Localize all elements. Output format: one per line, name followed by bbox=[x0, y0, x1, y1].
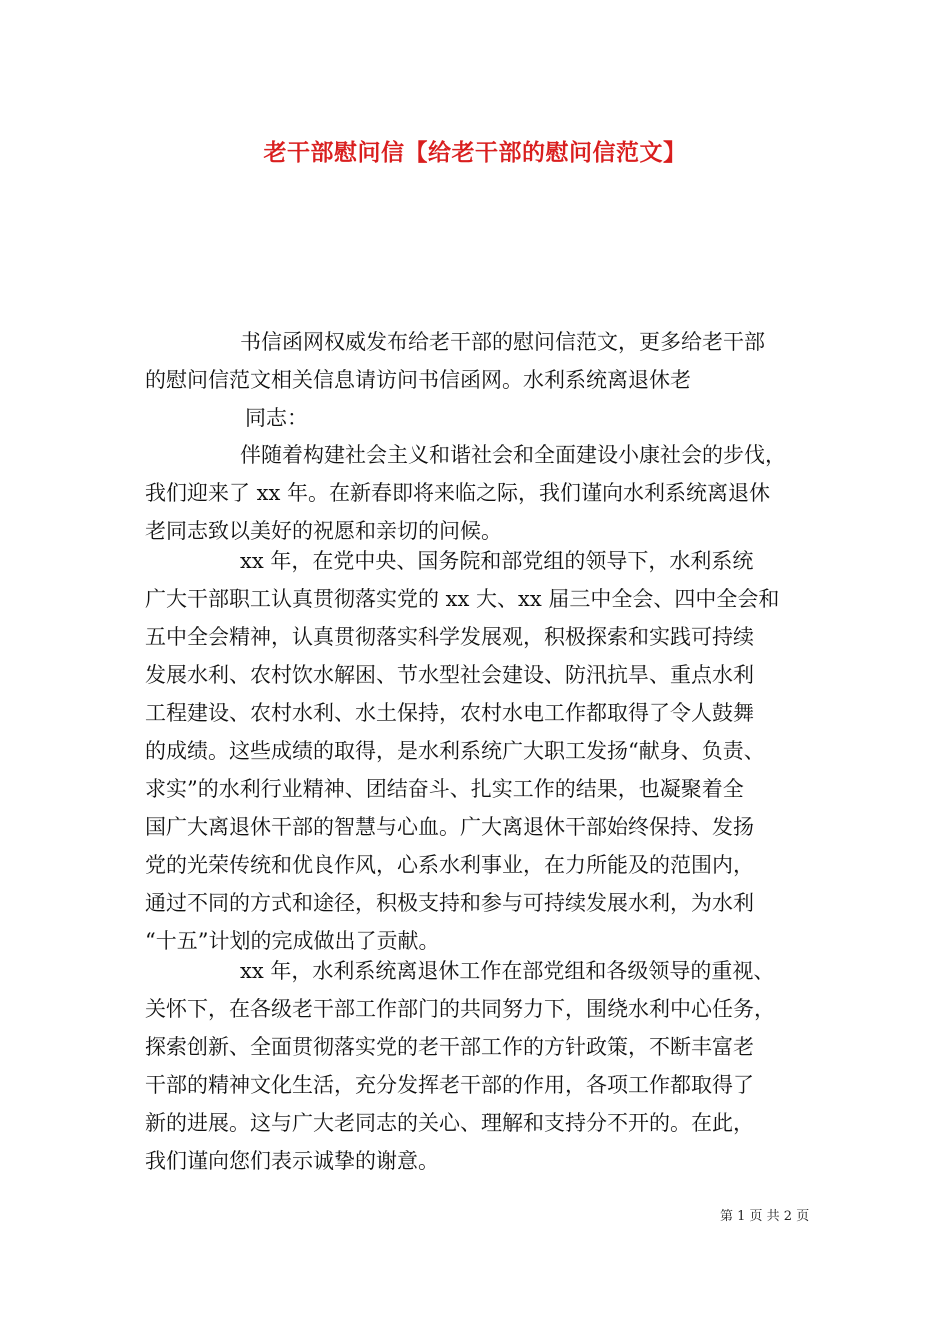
paragraph-line: 国广大离退休干部的智慧与心血。广大离退休干部始终保持、发扬 bbox=[145, 815, 754, 839]
salutation: 同志： bbox=[245, 406, 308, 430]
intro-line: 书信函网权威发布给老干部的慰问信范文，更多给老干部 bbox=[240, 330, 765, 354]
paragraph-line: 的成绩。这些成绩的取得，是水利系统广大职工发扬“献身、负责、 bbox=[145, 739, 765, 763]
paragraph-line: 通过不同的方式和途径，积极支持和参与可持续发展水利，为水利 bbox=[145, 891, 754, 915]
intro-paragraph bbox=[145, 323, 815, 437]
paragraph-line: 老同志致以美好的祝愿和亲切的问候。 bbox=[145, 519, 502, 543]
paragraph-3 bbox=[145, 952, 815, 1180]
paragraph-line: 关怀下，在各级老干部工作部门的共同努力下，围绕水利中心任务， bbox=[145, 997, 775, 1021]
paragraph-line: 伴随着构建社会主义和谐社会和全面建设小康社会的步伐， bbox=[240, 443, 786, 467]
paragraph-line: 新的进展。这与广大老同志的关心、理解和支持分不开的。在此， bbox=[145, 1111, 754, 1135]
paragraph-line: “十五”计划的完成做出了贡献。 bbox=[145, 929, 440, 953]
page-title: 老干部慰问信【给老干部的慰问信范文】 bbox=[263, 139, 687, 166]
paragraph-line: xx 年，在党中央、国务院和部党组的领导下，水利系统 bbox=[240, 549, 754, 573]
paragraph-line: 我们谨向您们表示诚挚的谢意。 bbox=[145, 1149, 439, 1173]
intro-line: 的慰问信范文相关信息请访问书信函网。水利系统离退休老 bbox=[145, 368, 691, 392]
paragraph-line: 干部的精神文化生活，充分发挥老干部的作用，各项工作都取得了 bbox=[145, 1073, 754, 1097]
paragraph-line: 工程建设、农村水利、水土保持，农村水电工作都取得了令人鼓舞 bbox=[145, 701, 754, 725]
paragraph-line: 发展水利、农村饮水解困、节水型社会建设、防汛抗旱、重点水利 bbox=[145, 663, 754, 687]
paragraph-line: xx 年，水利系统离退休工作在部党组和各级领导的重视、 bbox=[240, 959, 775, 983]
paragraph-1 bbox=[145, 436, 815, 550]
paragraph-line: 探索创新、全面贯彻落实党的老干部工作的方针政策，不断丰富老 bbox=[145, 1035, 754, 1059]
paragraph-line: 五中全会精神，认真贯彻落实科学发展观，积极探索和实践可持续 bbox=[145, 625, 754, 649]
paragraph-line: 广大干部职工认真贯彻落实党的 xx 大、xx 届三中全会、四中全会和 bbox=[145, 587, 780, 611]
paragraph-2 bbox=[145, 542, 815, 960]
paragraph-line: 我们迎来了 xx 年。在新春即将来临之际，我们谨向水利系统离退休 bbox=[145, 481, 771, 505]
paragraph-line: 求实”的水利行业精神、团结奋斗、扎实工作的结果，也凝聚着全 bbox=[145, 777, 744, 801]
page-number: 第 1 页 共 2 页 bbox=[720, 1209, 810, 1224]
paragraph-line: 党的光荣传统和优良作风，心系水利事业，在力所能及的范围内， bbox=[145, 853, 754, 877]
